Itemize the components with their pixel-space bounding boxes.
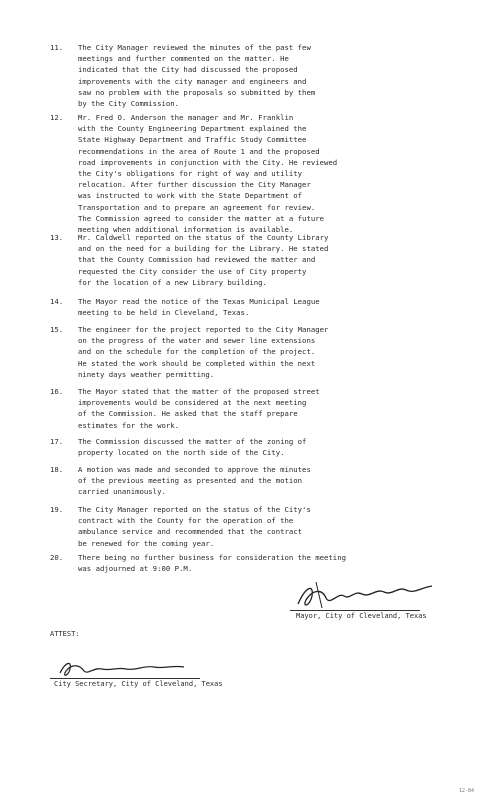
item-text: The engineer for the project reported to the City Manager on the progress of the water and sewer line extensions and on the schedule for the completion of the project. He stated the work should be completed within the next ninety days weather permitting. [78,325,329,379]
item-number: 19. [50,505,64,514]
mayor-signature [292,578,442,614]
item-number: 11. [50,43,64,52]
item-number: 15. [50,325,64,334]
secretary-signature-line [50,678,200,679]
item-number: 18. [50,465,64,474]
item-number: 13. [50,233,64,242]
mayor-caption: Mayor, City of Cleveland, Texas [296,612,427,620]
item-number: 14. [50,297,64,306]
item-number: 16. [50,387,64,396]
item-text: The Mayor read the notice of the Texas Municipal League meeting to be held in Cleveland, Texas. [78,297,320,318]
item-text: There being no further business for consideration the meeting was adjourned at 9:00 P.M. [78,553,346,574]
item-text: Mr. Fred O. Anderson the manager and Mr. Franklin with the County Engineering Department explained the State Highway Department and Traffic Study Committee recommendations in the area of Route 1 and the proposed road improvements in conjunction with the City. He reviewed the City's obligations for right of way and utility relocation. After further discussion the City Manager was instructed to work with the State Department of Transportation and to prepare an agreement for review. The Commission agreed to consider the matter at a future meeting when additional information is available. [78,113,338,235]
item-number: 12. [50,113,64,122]
item-text: The City Manager reported on the status of the City's contract with the County for the operation of the ambulance service and recommended that the contract be renewed for the coming year. [78,505,311,548]
item-text: The City Manager reviewed the minutes of the past few meetings and further commented on the matter. He indicated that the City had discussed the proposed improvements with the city manager and engineers and saw no problem with the proposals so submitted by them by the City Commission. [78,43,316,109]
item-number: 20. [50,553,64,562]
mayor-signature-line [290,610,420,611]
secretary-caption: City Secretary, City of Cleveland, Texas [54,680,223,688]
attest-label: ATTEST: [50,630,80,638]
item-text: A motion was made and seconded to approve the minutes of the previous meeting as presented and the motion carried unanimously. [78,465,311,497]
item-text: The Commission discussed the matter of the zoning of property located on the north side of the City. [78,437,307,458]
item-text: Mr. Caldwell reported on the status of the County Library and on the need for a building for the Library. He stated that the County Commission had reviewed the matter and requested the City consider the use of City property for the location of a new Library building. [78,233,329,287]
item-text: The Mayor stated that the matter of the proposed street improvements would be considered at the next meeting of the Commission. He asked that the staff prepare estimates for the work. [78,387,320,430]
item-number: 17. [50,437,64,446]
page-mark: 12-84 [458,788,474,794]
